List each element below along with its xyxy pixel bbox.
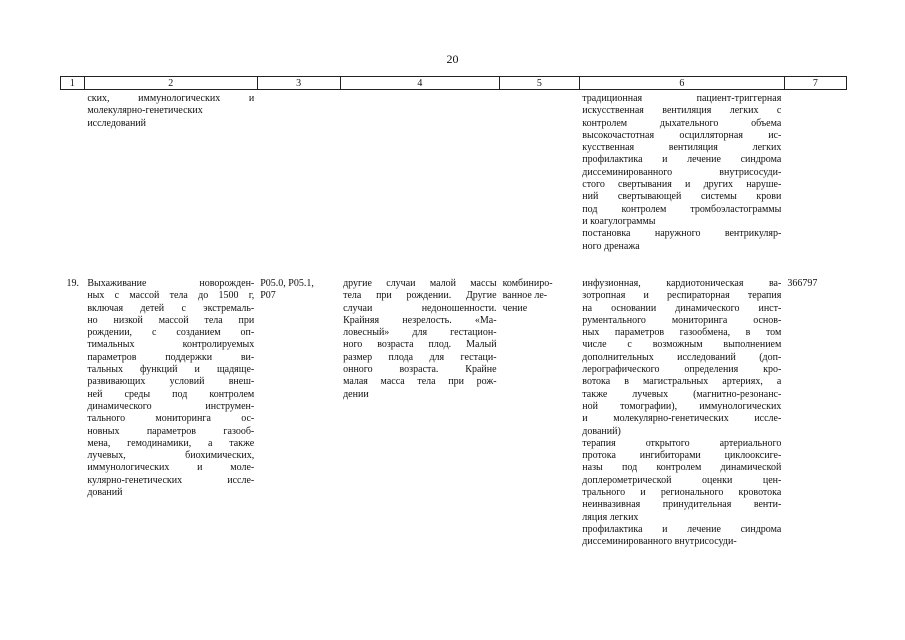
- text-line: ванное ле-: [502, 290, 548, 302]
- text-line: стого свертывания и других наруше-: [582, 179, 782, 191]
- column-header: 7: [784, 77, 846, 90]
- text-line: тального мониторинга ос-: [87, 413, 255, 425]
- text-line: и молекулярно-генетических иссле-: [582, 413, 782, 425]
- text-line: но низкой массой тела при: [87, 314, 255, 326]
- text-line: комбиниро-: [502, 278, 553, 289]
- row-number-cell: [61, 90, 85, 279]
- page-number: 20: [446, 52, 459, 66]
- text-line: ного возраста плод. Малый: [343, 339, 497, 351]
- icd-code-cell: [257, 90, 340, 279]
- text-line: тальных функций и щадяще-: [87, 364, 255, 376]
- text-line: Р07: [260, 290, 276, 302]
- treatment-type-cell: [500, 90, 580, 279]
- text-line: параметров поддержки ви-: [87, 351, 255, 363]
- text-line: случаи недоношенности.: [343, 302, 497, 314]
- text-line: Выхаживание новорожден-: [87, 278, 255, 289]
- services-table: [60, 76, 847, 549]
- text-line: контролем дыхательного объема: [582, 117, 782, 129]
- text-line: диссеминированного внутрисосуди-: [582, 536, 737, 548]
- text-line: рождении, с созданием оп-: [87, 327, 255, 339]
- cost-cell: 366797: [787, 278, 818, 289]
- text-line: ного дренажа: [582, 240, 640, 252]
- row-number-cell: 19.: [66, 278, 79, 289]
- column-header: 6: [579, 77, 784, 90]
- text-line: Крайняя незрелость. «Ма-: [343, 314, 497, 326]
- text-line: малая масса тела при рож-: [343, 376, 497, 388]
- text-line: дополнительных исследований (доп-: [582, 351, 782, 363]
- text-line: кулярно-генетических иссле-: [87, 474, 255, 486]
- icd-code-cell: [257, 278, 340, 549]
- treatment-method-cell: [579, 278, 784, 549]
- table-header-row: [61, 77, 847, 90]
- text-line: зотропная и респираторная терапия: [582, 290, 782, 302]
- text-line: исследований: [87, 117, 147, 129]
- patient-model-cell: [340, 90, 499, 279]
- text-line: мена, гемодинамики, а также: [87, 437, 255, 449]
- text-line: ловесный» для гестацион-: [343, 327, 497, 339]
- column-header: 2: [84, 77, 257, 90]
- text-line: трального и регионального кровотока: [582, 487, 782, 499]
- treatment-type-cell: [500, 278, 580, 549]
- continuation-row: [61, 90, 847, 279]
- procedure-name-cell: [84, 90, 257, 279]
- text-line: дований: [87, 487, 123, 499]
- text-line: искусственная вентиляция легких с: [582, 105, 782, 117]
- text-line: постановка наружного вентрикуляр-: [582, 228, 782, 240]
- text-line: кусственная вентиляция легких: [582, 142, 782, 154]
- text-line: включая детей с экстремаль-: [87, 302, 255, 314]
- text-line: неинвазивная принудительная венти-: [582, 499, 782, 511]
- patient-model-cell: [340, 278, 499, 549]
- treatment-method-cell: [579, 90, 784, 279]
- text-line: онного возраста. Крайне: [343, 364, 497, 376]
- cost-cell: [784, 90, 846, 279]
- text-line: иммунологических и моле-: [87, 462, 255, 474]
- text-line: протока ингибиторами циклооксиге-: [582, 450, 782, 462]
- column-header: 1: [61, 77, 85, 90]
- text-line: молекулярно-генетических: [87, 105, 203, 117]
- text-line: профилактика и лечение синдрома: [582, 154, 782, 166]
- text-line: другие случаи малой массы: [343, 278, 497, 289]
- text-line: ней среды под контролем: [87, 388, 255, 400]
- column-header: 5: [500, 77, 580, 90]
- text-line: тела при рождении. Другие: [343, 290, 497, 302]
- procedure-name-cell: [84, 278, 257, 549]
- text-line: развивающих условий внеш-: [87, 376, 255, 388]
- text-line: инфузионная, кардиотоническая ва-: [582, 278, 782, 289]
- text-line: Р05.0, Р05.1,: [260, 278, 314, 289]
- text-line: доплерометрической оценки цен-: [582, 474, 782, 486]
- text-line: лерографического определения кро-: [582, 364, 782, 376]
- text-line: ной томографии), иммунологических: [582, 400, 782, 412]
- text-line: на основании динамического инст-: [582, 302, 782, 314]
- text-line: и коагулограммы: [582, 215, 656, 227]
- text-line: размер плода для гестаци-: [343, 351, 497, 363]
- text-line: тимальных контролируемых: [87, 339, 255, 351]
- text-line: числе с возможным выполнением: [582, 339, 782, 351]
- text-line: вотока в магистральных артериях, а: [582, 376, 782, 388]
- text-line: диссеминированного внутрисосуди-: [582, 166, 782, 178]
- text-line: также лучевых (магнитно-резонанс-: [582, 388, 782, 400]
- text-line: профилактика и лечение синдрома: [582, 523, 782, 535]
- table-row-19: [61, 278, 847, 549]
- text-line: ляция легких: [582, 511, 639, 523]
- text-line: терапия открытого артериального: [582, 437, 782, 449]
- text-line: ний свертывающей системы крови: [582, 191, 782, 203]
- text-line: чение: [502, 302, 528, 314]
- text-line: ских, иммунологических и: [87, 93, 255, 104]
- column-header: 4: [340, 77, 499, 90]
- column-header: 3: [257, 77, 340, 90]
- text-line: дований): [582, 425, 621, 437]
- text-line: рументального мониторинга основ-: [582, 314, 782, 326]
- text-line: динамического инструмен-: [87, 400, 255, 412]
- text-line: дении: [343, 388, 369, 400]
- text-line: под контролем тромбоэластограммы: [582, 203, 782, 215]
- text-line: назы под контролем динамической: [582, 462, 782, 474]
- text-line: высокочастотная осцилляторная ис-: [582, 129, 782, 141]
- text-line: традиционная пациент-триггерная: [582, 93, 782, 104]
- text-line: ных параметров газообмена, в том: [582, 327, 782, 339]
- text-line: ных с массой тела до 1500 г,: [87, 290, 255, 302]
- text-line: новных параметров газооб-: [87, 425, 255, 437]
- text-line: лучевых, биохимических,: [87, 450, 255, 462]
